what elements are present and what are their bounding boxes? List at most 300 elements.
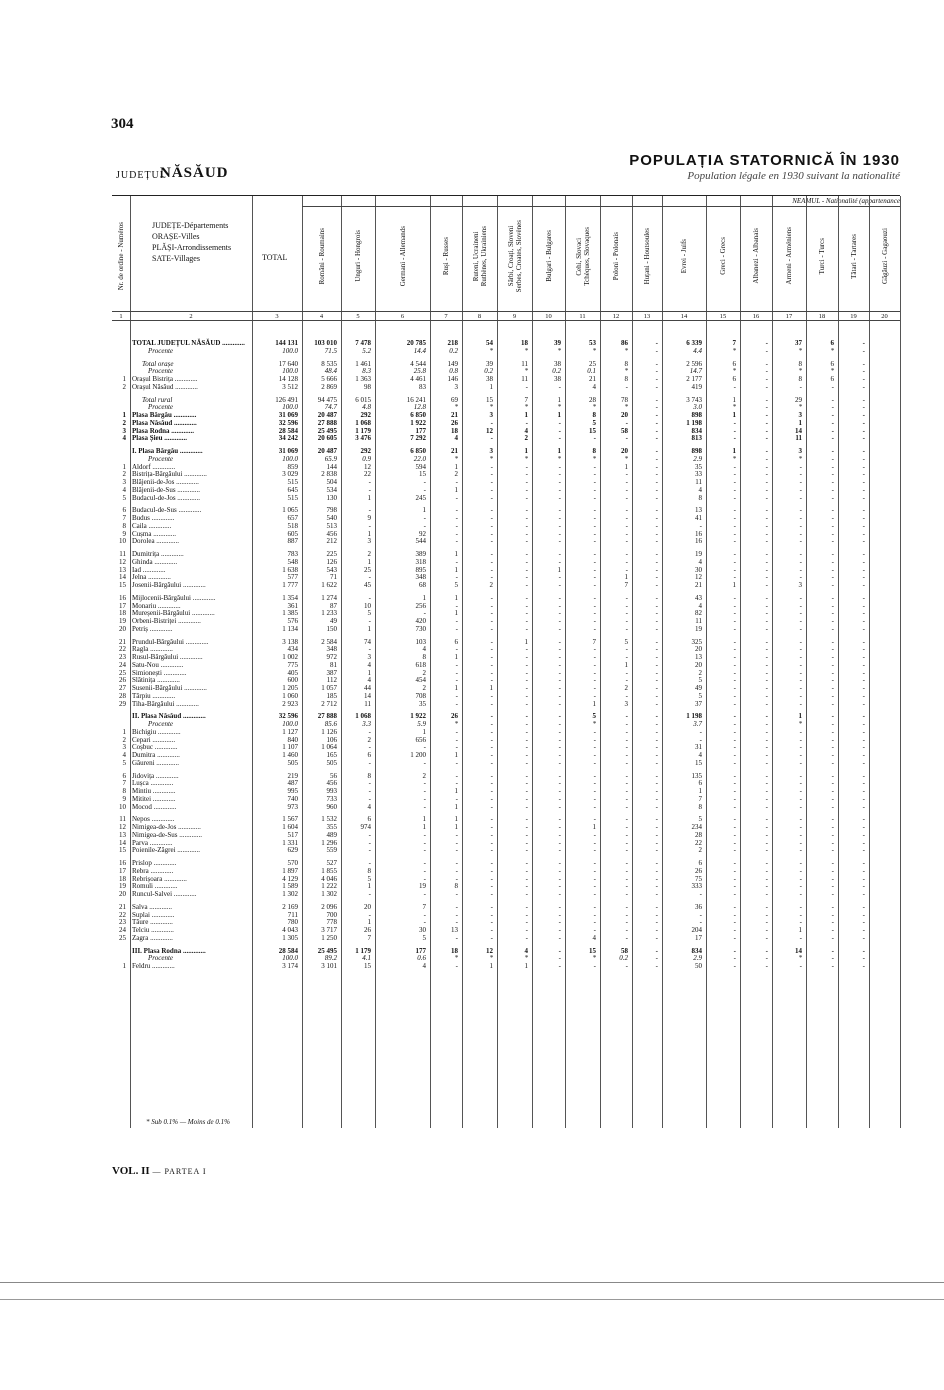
- table-cell: -: [733, 609, 736, 618]
- table-cell: 1 897: [282, 866, 298, 875]
- table-cell: -: [765, 637, 768, 646]
- table-cell: -: [799, 918, 802, 927]
- table-cell: 28: [695, 830, 702, 839]
- place-name: Iad .............: [132, 565, 166, 574]
- table-cell: -: [765, 395, 768, 404]
- table-cell: 783: [287, 550, 298, 558]
- table-cell: -: [862, 699, 865, 708]
- table-cell: -: [831, 954, 834, 963]
- table-cell: 348: [326, 645, 337, 654]
- table-cell: -: [655, 447, 658, 455]
- table-cell: -: [525, 902, 528, 911]
- column-number: 18: [818, 313, 826, 320]
- table-cell: -: [655, 823, 658, 831]
- table-cell: *: [557, 454, 561, 463]
- place-name: Budus .............: [132, 514, 175, 522]
- table-cell: 27 888: [317, 712, 337, 721]
- table-cell: 2: [524, 434, 528, 443]
- table-cell: -: [558, 462, 561, 471]
- table-cell: 515: [287, 493, 298, 502]
- column-number: 5: [356, 313, 360, 320]
- table-cell: 898: [691, 447, 702, 455]
- table-cell: 4: [698, 601, 702, 610]
- table-cell: -: [799, 478, 802, 486]
- table-cell: 1 179: [355, 946, 371, 955]
- table-cell: -: [593, 645, 596, 654]
- table-cell: -: [490, 727, 493, 736]
- row-number: 5: [122, 758, 126, 767]
- table-cell: 14.7: [689, 367, 702, 376]
- place-name: III. Plasa Rodna .............: [132, 946, 206, 955]
- table-cell: -: [733, 838, 736, 847]
- table-cell: -: [765, 712, 768, 721]
- table-cell: -: [655, 485, 658, 494]
- table-cell: -: [799, 890, 802, 898]
- table-row: [112, 434, 900, 442]
- row-number: 17: [119, 866, 126, 875]
- table-cell: -: [525, 485, 528, 494]
- table-cell: -: [525, 645, 528, 654]
- table-cell: -: [525, 684, 528, 692]
- table-cell: 1 622: [321, 581, 337, 589]
- row-number: 19: [119, 882, 126, 891]
- table-cell: -: [593, 537, 596, 546]
- table-cell: -: [655, 565, 658, 574]
- table-cell: -: [490, 712, 493, 721]
- table-cell: 419: [691, 382, 702, 391]
- table-cell: -: [455, 838, 458, 847]
- table-cell: 3 743: [686, 395, 702, 404]
- table-cell: -: [799, 676, 802, 685]
- table-cell: 1 460: [282, 751, 298, 759]
- table-cell: -: [862, 830, 865, 839]
- volume-number: VOL. II: [112, 1165, 150, 1177]
- table-cell: 389: [415, 550, 426, 558]
- row-number: 2: [122, 418, 126, 427]
- table-cell: -: [655, 346, 658, 355]
- nationality-header: [532, 206, 565, 306]
- place-name: Telciu .............: [132, 926, 174, 934]
- table-cell: -: [799, 779, 802, 788]
- table-cell: -: [799, 758, 802, 767]
- table-cell: 1: [557, 411, 561, 419]
- table-cell: -: [799, 802, 802, 811]
- table-cell: 600: [287, 676, 298, 685]
- table-cell: -: [558, 743, 561, 752]
- table-cell: 204: [691, 926, 702, 934]
- table-cell: 325: [691, 637, 702, 646]
- table-cell: -: [655, 339, 658, 347]
- table-cell: -: [765, 359, 768, 368]
- table-cell: -: [455, 529, 458, 538]
- table-cell: -: [765, 830, 768, 839]
- table-cell: 8: [798, 375, 802, 383]
- row-number: 17: [119, 601, 126, 610]
- table-cell: -: [862, 890, 865, 898]
- table-cell: -: [455, 758, 458, 767]
- table-cell: 11: [364, 699, 371, 708]
- nationality-header-text: Poloni - Polonais: [612, 231, 620, 281]
- table-cell: 730: [415, 624, 426, 633]
- table-cell: 387: [326, 668, 337, 677]
- table-cell: -: [655, 743, 658, 752]
- table-cell: -: [558, 902, 561, 911]
- table-cell: 218: [447, 339, 458, 347]
- table-cell: -: [765, 720, 768, 728]
- table-cell: 1: [524, 447, 528, 455]
- table-cell: -: [423, 830, 426, 839]
- table-cell: 973: [287, 802, 298, 811]
- table-cell: -: [831, 454, 834, 463]
- table-cell: -: [490, 668, 493, 677]
- column-number: 10: [545, 313, 552, 320]
- table-cell: -: [558, 506, 561, 515]
- table-cell: -: [490, 787, 493, 795]
- table-cell: -: [765, 779, 768, 788]
- table-cell: -: [765, 727, 768, 736]
- table-cell: 1 922: [410, 418, 426, 427]
- row-number: 12: [119, 823, 126, 831]
- table-cell: 14 128: [278, 375, 298, 383]
- table-cell: *: [798, 454, 802, 463]
- nationality-header-text: Turci - Turcs: [818, 237, 826, 275]
- table-cell: 225: [326, 550, 337, 558]
- table-cell: 708: [415, 691, 426, 700]
- table-cell: -: [733, 918, 736, 927]
- table-cell: -: [765, 601, 768, 610]
- table-cell: -: [733, 462, 736, 471]
- table-cell: -: [765, 684, 768, 692]
- table-cell: -: [490, 609, 493, 618]
- table-cell: 234: [691, 823, 702, 831]
- table-cell: -: [862, 866, 865, 875]
- table-cell: -: [423, 485, 426, 494]
- table-cell: -: [733, 962, 736, 970]
- table-cell: 4 544: [410, 359, 426, 368]
- table-cell: -: [525, 890, 528, 898]
- table-cell: 65.9: [324, 454, 337, 463]
- table-cell: -: [831, 645, 834, 654]
- row-number: 9: [122, 794, 126, 803]
- table-row: [112, 537, 900, 545]
- table-cell: -: [655, 668, 658, 677]
- table-cell: 1: [557, 565, 561, 574]
- table-cell: -: [862, 565, 865, 574]
- table-cell: -: [558, 601, 561, 610]
- table-cell: -: [765, 771, 768, 780]
- table-cell: -: [765, 815, 768, 824]
- table-cell: -: [593, 581, 596, 589]
- place-name: Caila .............: [132, 521, 172, 530]
- table-cell: -: [368, 787, 371, 795]
- nationality-header: [302, 206, 341, 306]
- table-cell: -: [625, 382, 628, 391]
- table-cell: -: [831, 910, 834, 919]
- table-cell: -: [593, 624, 596, 633]
- table-cell: -: [765, 593, 768, 602]
- row-number: 14: [119, 573, 126, 582]
- table-cell: -: [423, 802, 426, 811]
- table-cell: 21: [695, 581, 702, 589]
- table-cell: 9: [367, 514, 371, 522]
- table-cell: 0.2: [619, 954, 628, 963]
- table-cell: -: [423, 918, 426, 927]
- table-cell: 12: [486, 946, 493, 955]
- table-cell: -: [655, 838, 658, 847]
- table-cell: -: [593, 787, 596, 795]
- table-cell: -: [799, 874, 802, 883]
- table-cell: -: [625, 874, 628, 883]
- table-cell: 15: [695, 758, 702, 767]
- table-cell: -: [525, 581, 528, 589]
- table-cell: -: [733, 617, 736, 625]
- table-cell: 18: [451, 946, 458, 955]
- table-cell: -: [423, 874, 426, 883]
- table-cell: 5: [624, 637, 628, 646]
- table-cell: -: [862, 617, 865, 625]
- table-cell: 39: [486, 359, 493, 368]
- table-cell: -: [525, 735, 528, 744]
- place-name: Mijlocenii-Bârgăului .............: [132, 593, 216, 602]
- table-cell: *: [592, 720, 596, 728]
- table-cell: 1 107: [282, 743, 298, 752]
- row-number: 12: [119, 557, 126, 566]
- table-cell: -: [558, 624, 561, 633]
- table-cell: -: [862, 933, 865, 942]
- table-cell: -: [831, 521, 834, 530]
- table-cell: 887: [287, 537, 298, 546]
- table-cell: -: [625, 617, 628, 625]
- table-cell: -: [831, 447, 834, 455]
- row-number: 3: [122, 743, 126, 752]
- table-cell: 25.8: [413, 367, 426, 376]
- row-number: 29: [119, 699, 126, 708]
- table-cell: -: [368, 910, 371, 919]
- places-column-header: [152, 220, 231, 264]
- table-cell: -: [765, 573, 768, 582]
- table-cell: -: [558, 493, 561, 502]
- table-cell: -: [831, 426, 834, 435]
- table-cell: 4: [367, 802, 371, 811]
- table-cell: 0.9: [362, 454, 371, 463]
- row-number: 16: [119, 593, 126, 602]
- nationality-header: [565, 206, 600, 306]
- nationality-header-text: Huțani - Houtsoules: [643, 227, 651, 285]
- table-cell: -: [625, 593, 628, 602]
- table-cell: 4 129: [282, 874, 298, 883]
- table-cell: -: [655, 954, 658, 963]
- table-cell: -: [799, 653, 802, 661]
- table-cell: 1: [422, 506, 426, 515]
- table-cell: -: [733, 727, 736, 736]
- table-row: [112, 934, 900, 942]
- table-cell: 6: [830, 359, 834, 368]
- table-cell: -: [558, 830, 561, 839]
- table-cell: 6: [367, 815, 371, 824]
- table-cell: -: [558, 699, 561, 708]
- table-cell: 15: [419, 470, 426, 479]
- table-cell: 834: [691, 426, 702, 435]
- table-cell: -: [490, 418, 493, 427]
- table-cell: -: [593, 676, 596, 685]
- table-cell: -: [490, 514, 493, 522]
- table-cell: -: [558, 557, 561, 566]
- table-cell: -: [831, 743, 834, 752]
- table-cell: 1 567: [282, 815, 298, 824]
- row-number: 20: [119, 624, 126, 633]
- row-number: 27: [119, 684, 126, 692]
- table-cell: 1: [454, 653, 458, 661]
- table-cell: -: [558, 933, 561, 942]
- table-cell: -: [765, 493, 768, 502]
- table-cell: -: [525, 743, 528, 752]
- table-cell: -: [699, 521, 702, 530]
- table-cell: 58: [621, 426, 628, 435]
- table-cell: -: [558, 751, 561, 759]
- table-cell: -: [625, 815, 628, 824]
- table-cell: -: [490, 902, 493, 911]
- page-subtitle: Population légale en 1930 suivant la nationalité: [687, 170, 900, 182]
- table-cell: -: [799, 699, 802, 708]
- table-cell: -: [831, 902, 834, 911]
- table-cell: -: [655, 521, 658, 530]
- table-cell: -: [862, 462, 865, 471]
- table-cell: -: [655, 462, 658, 471]
- table-cell: 1 305: [282, 933, 298, 942]
- table-cell: -: [490, 485, 493, 494]
- table-cell: -: [799, 684, 802, 692]
- table-cell: -: [525, 537, 528, 546]
- place-name: Budacul-de-Jos .............: [132, 493, 201, 502]
- table-cell: 2 169: [282, 902, 298, 911]
- table-cell: 20 785: [406, 339, 426, 347]
- table-cell: -: [558, 573, 561, 582]
- table-cell: -: [655, 846, 658, 855]
- table-cell: -: [593, 902, 596, 911]
- table-cell: -: [525, 601, 528, 610]
- table-cell: 71.5: [324, 346, 337, 355]
- table-cell: -: [455, 874, 458, 883]
- table-cell: -: [765, 660, 768, 669]
- table-cell: -: [625, 668, 628, 677]
- table-cell: *: [592, 454, 596, 463]
- table-cell: -: [593, 485, 596, 494]
- places-header-line: ORAȘE-Villes: [152, 232, 200, 241]
- table-cell: 361: [287, 601, 298, 610]
- table-cell: -: [625, 645, 628, 654]
- table-cell: 45: [364, 581, 371, 589]
- table-cell: -: [455, 866, 458, 875]
- table-cell: -: [733, 624, 736, 633]
- table-cell: 5: [422, 933, 426, 942]
- table-cell: 2 869: [321, 382, 337, 391]
- table-cell: 39: [554, 339, 561, 347]
- table-cell: 456: [326, 779, 337, 788]
- table-cell: 778: [326, 918, 337, 927]
- nationality-header-text: Bulgari - Bulgares: [544, 230, 553, 282]
- table-cell: -: [765, 743, 768, 752]
- nationality-header-text: Cehi, Slovaci Tchèques, Slovaques: [574, 226, 591, 286]
- table-row: [112, 494, 900, 502]
- table-cell: -: [655, 645, 658, 654]
- table-cell: *: [524, 954, 528, 963]
- table-cell: -: [799, 727, 802, 736]
- table-cell: 0.8: [449, 367, 458, 376]
- table-cell: 1: [732, 411, 736, 419]
- table-cell: -: [655, 581, 658, 589]
- table-cell: *: [592, 346, 596, 355]
- table-cell: 19: [419, 882, 426, 891]
- table-cell: -: [733, 882, 736, 891]
- table-cell: 16: [695, 537, 702, 546]
- table-cell: *: [489, 954, 493, 963]
- table-cell: -: [525, 624, 528, 633]
- table-cell: -: [455, 478, 458, 486]
- table-cell: 20: [621, 447, 628, 455]
- table-cell: 1: [422, 815, 426, 824]
- table-cell: 505: [326, 758, 337, 767]
- table-cell: 20 605: [317, 434, 337, 443]
- table-cell: -: [655, 593, 658, 602]
- table-cell: 2: [698, 846, 702, 855]
- place-name: Mititei .............: [132, 794, 176, 803]
- table-cell: -: [655, 375, 658, 383]
- table-cell: -: [799, 537, 802, 546]
- table-cell: -: [799, 902, 802, 911]
- table-cell: -: [765, 653, 768, 661]
- table-cell: -: [765, 787, 768, 795]
- table-cell: 4: [454, 434, 458, 443]
- table-cell: -: [525, 859, 528, 867]
- table-cell: 513: [326, 521, 337, 530]
- table-cell: -: [593, 514, 596, 522]
- table-cell: 150: [326, 624, 337, 633]
- row-number: 6: [122, 771, 126, 780]
- table-cell: -: [525, 470, 528, 479]
- table-cell: -: [831, 557, 834, 566]
- table-cell: 14.4: [413, 346, 426, 355]
- table-cell: -: [733, 529, 736, 538]
- table-cell: -: [831, 735, 834, 744]
- places-header-line: PLĂȘI-Arrondissements: [152, 243, 232, 252]
- table-cell: -: [625, 882, 628, 891]
- table-cell: -: [423, 758, 426, 767]
- table-cell: -: [625, 521, 628, 530]
- table-cell: -: [490, 735, 493, 744]
- table-cell: 22: [364, 470, 371, 479]
- table-cell: 58: [621, 946, 628, 955]
- table-cell: 18: [451, 426, 458, 435]
- table-cell: -: [765, 838, 768, 847]
- table-cell: 0.6: [417, 954, 426, 963]
- column-number: 6: [400, 313, 405, 320]
- column-number: 17: [785, 313, 793, 320]
- table-cell: -: [490, 720, 493, 728]
- table-cell: -: [525, 751, 528, 759]
- table-cell: -: [423, 866, 426, 875]
- table-cell: -: [655, 874, 658, 883]
- row-number: 11: [119, 550, 126, 558]
- table-cell: -: [765, 918, 768, 927]
- table-cell: 1 461: [355, 359, 371, 368]
- table-cell: 3 101: [321, 962, 337, 970]
- table-cell: 5: [592, 712, 596, 721]
- column-number: 15: [719, 313, 727, 320]
- table-cell: 5: [367, 874, 371, 883]
- table-cell: 8: [698, 802, 702, 811]
- place-name: Mintiu .............: [132, 787, 176, 795]
- table-cell: -: [455, 691, 458, 700]
